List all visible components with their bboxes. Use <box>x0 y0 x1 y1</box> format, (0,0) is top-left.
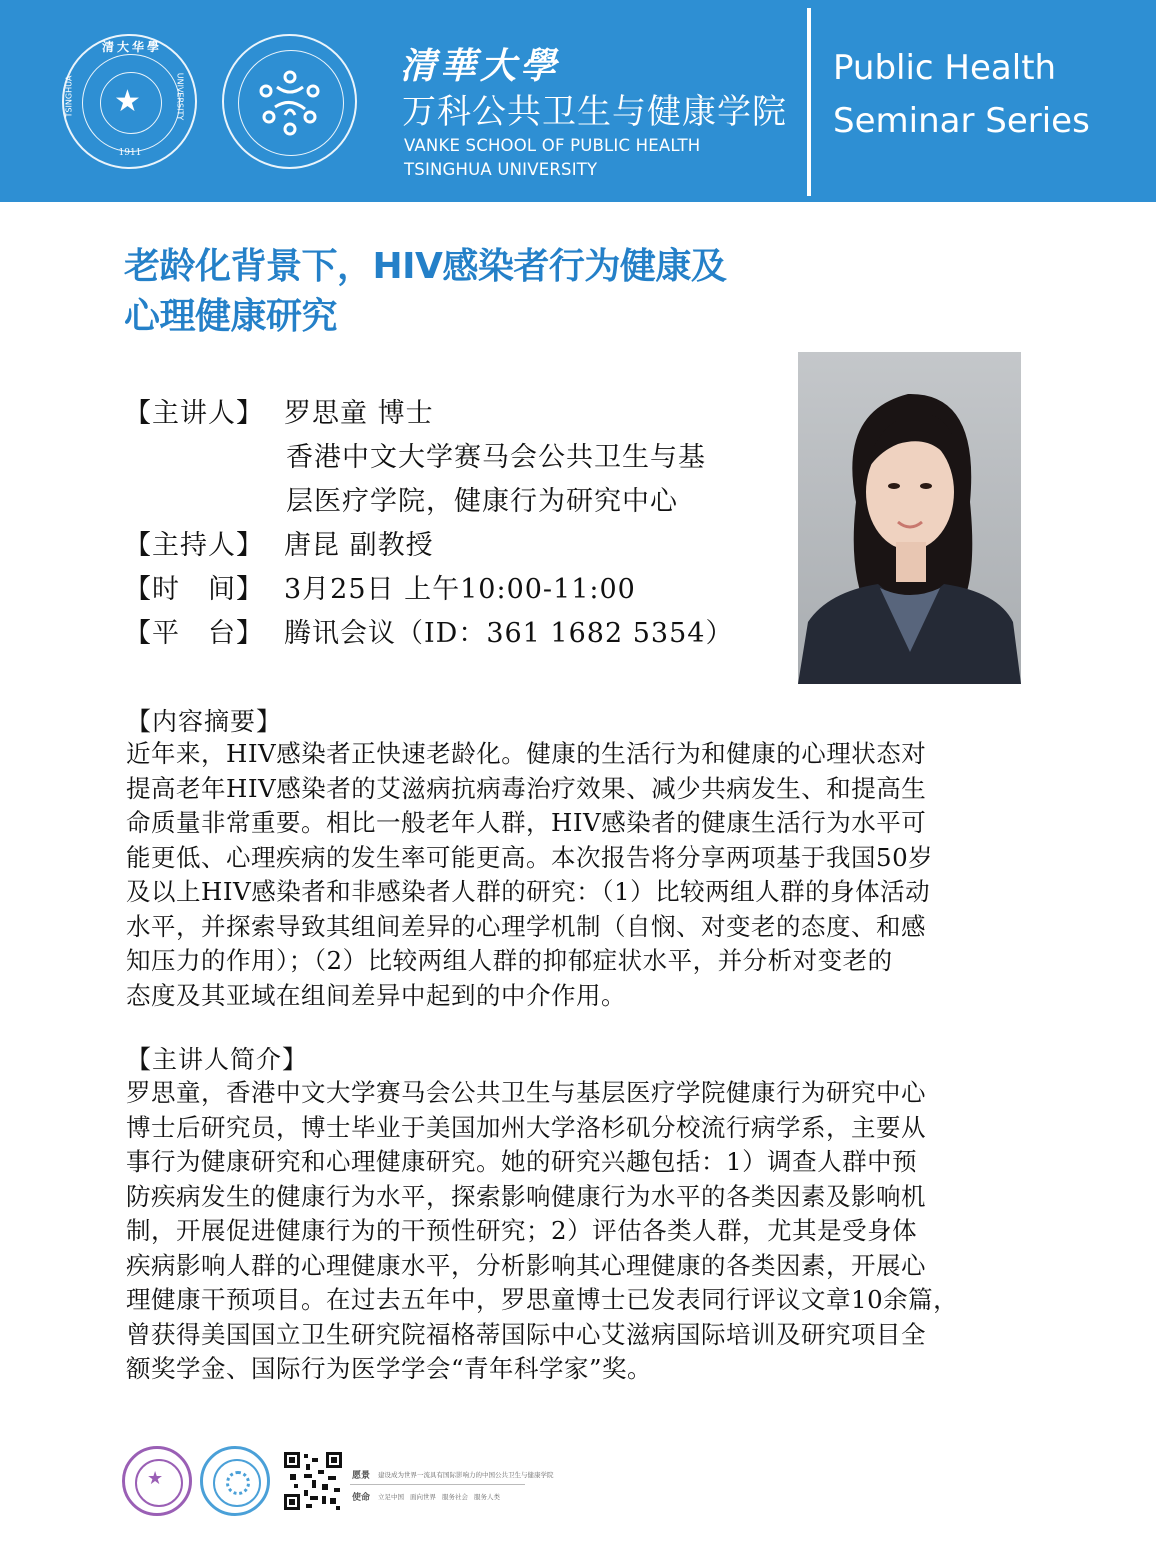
abstract-line: 命质量非常重要。相比一般老年人群，HIV感染者的健康生活行为水平可 <box>126 808 927 837</box>
abstract-line: 水平，并探索导致其组间差异的心理学机制（自悯、对变老的态度、和感 <box>126 911 926 941</box>
platform-value: 腾讯会议（ID：361 1682 5354） <box>284 618 734 649</box>
bio-line: 事行为健康研究和心理健康研究。她的研究兴趣包括：1）调查人群中预 <box>126 1147 918 1176</box>
tsinghua-seal-icon: ★ 清大华學 1911 TSINGHUA UNIVERSITY <box>62 34 197 169</box>
seal-text-cn: 清大华學 <box>101 40 162 54</box>
abstract-heading: 【内容摘要】 <box>126 707 283 736</box>
footer-mission-item: 立足中国 <box>378 1493 404 1501</box>
school-name-en-line1: VANKE SCHOOL OF PUBLIC HEALTH <box>404 136 701 155</box>
series-title <box>833 42 1090 148</box>
speaker-affiliation-line1: 香港中文大学赛马会公共卫生与基 <box>286 442 706 473</box>
abstract-body <box>126 737 1061 1013</box>
host-label: 【主持人】 <box>124 530 264 561</box>
school-name-cn: 万科公共卫生与健康学院 <box>402 92 787 132</box>
seal-text-en-left: TSINGHUA <box>64 75 74 118</box>
footer-mission-item: 服务社会 <box>442 1493 468 1501</box>
seal-text-en-right: UNIVERSITY <box>175 72 185 121</box>
bio-line: 博士后研究员，博士毕业于美国加州大学洛杉矶分校流行病学系，主要从 <box>126 1112 926 1142</box>
footer-vision-label: 愿景 <box>352 1471 371 1481</box>
time-label: 【时 间】 <box>124 574 264 605</box>
series-title-line2: Seminar Series <box>833 101 1090 141</box>
bio-line: 曾获得美国国立卫生研究院福格蒂国际中心艾滋病国际培训及研究项目全 <box>126 1319 926 1349</box>
time-value: 3月25日 上午10:00-11:00 <box>284 574 636 605</box>
abstract-line: 能更低、心理疾病的发生率可能更高。本次报告将分享两项基于我国50岁 <box>126 842 934 872</box>
abstract-line: 态度及其亚域在组间差异中起到的中介作用。 <box>126 980 626 1010</box>
footer-divider <box>350 1484 525 1485</box>
speaker-photo <box>798 352 1021 684</box>
time-row <box>124 568 636 612</box>
footer-vision-text: 建设成为世界一流具有国际影响力的中国公共卫生与健康学院 <box>378 1471 554 1479</box>
school-name-en-line2: TSINGHUA UNIVERSITY <box>404 160 598 179</box>
speaker-affiliation-line2: 层医疗学院，健康行为研究中心 <box>286 486 678 517</box>
seminar-title-line2: 心理健康研究 <box>124 296 338 337</box>
footer-mission-item: 服务人类 <box>474 1493 500 1501</box>
bio-line: 制，开展促进健康行为的干预性研究；2）评估各类人群，尤其是受身体 <box>126 1216 918 1245</box>
abstract-line: 知压力的作用）；（2）比较两组人群的抑郁症状水平，并分析对变老的 <box>126 946 893 975</box>
platform-row <box>124 612 733 656</box>
bio-heading: 【主讲人简介】 <box>126 1045 309 1074</box>
header-banner <box>0 0 1156 202</box>
abstract-line: 提高老年HIV感染者的艾滋病抗病毒治疗效果、减少共病发生、和提高生 <box>126 773 927 803</box>
speaker-row <box>124 392 434 436</box>
host-name: 唐昆 副教授 <box>284 530 434 561</box>
qr-code-icon <box>282 1450 344 1512</box>
footer-tsinghua-seal-icon: ★ <box>122 1446 192 1516</box>
bio-line: 疾病影响人群的心理健康水平，分析影响其心理健康的各类因素，开展心 <box>126 1250 926 1280</box>
seminar-title-line1: 老龄化背景下，HIV感染者行为健康及 <box>124 246 727 287</box>
bio-line: 防疾病发生的健康行为水平，探索影响健康行为水平的各类因素及影响机 <box>126 1181 926 1211</box>
host-row <box>124 524 434 568</box>
school-name-en <box>404 134 700 182</box>
abstract-line: 近年来，HIV感染者正快速老龄化。健康的生活行为和健康的心理状态对 <box>126 739 927 768</box>
banner-divider <box>807 8 811 196</box>
abstract-line: 及以上HIV感染者和非感染者人群的研究：（1）比较两组人群的身体活动 <box>126 877 931 906</box>
speaker-name: 罗思童 博士 <box>284 398 434 429</box>
tsinghua-logo-text: 清華大學 <box>400 45 561 87</box>
bio-line: 理健康干预项目。在过去五年中，罗思童博士已发表同行评议文章10余篇， <box>126 1285 959 1314</box>
vanke-school-seal-icon <box>222 34 357 169</box>
platform-label: 【平 台】 <box>124 618 264 649</box>
footer-mission-item: 面向世界 <box>410 1493 436 1501</box>
speaker-label: 【主讲人】 <box>124 398 264 429</box>
series-title-line1: Public Health <box>833 48 1057 88</box>
seal-year: 1911 <box>118 148 142 158</box>
bio-line: 额奖学金、国际行为医学学会“青年科学家”奖。 <box>126 1354 653 1383</box>
footer-vanke-seal-icon <box>200 1446 270 1516</box>
bio-line: 罗思童，香港中文大学赛马会公共卫生与基层医疗学院健康行为研究中心 <box>126 1078 926 1107</box>
bio-body <box>126 1076 1061 1387</box>
footer-mission-label: 使命 <box>352 1493 371 1503</box>
seminar-title <box>124 242 726 342</box>
